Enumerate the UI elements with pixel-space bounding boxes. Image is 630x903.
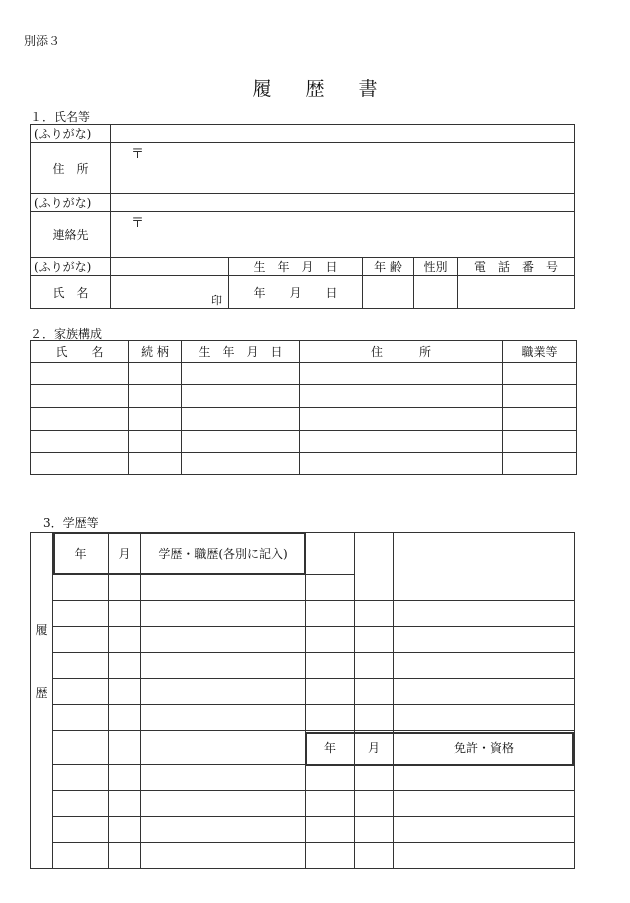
history-cell[interactable] xyxy=(306,679,355,705)
family-col-name: 氏 名 xyxy=(31,341,129,363)
family-cell[interactable] xyxy=(503,453,577,475)
family-cell[interactable] xyxy=(300,385,503,408)
history-cell[interactable] xyxy=(394,601,575,627)
history-cell[interactable] xyxy=(394,679,575,705)
history-cell[interactable] xyxy=(109,765,141,791)
family-cell[interactable] xyxy=(31,385,129,408)
table-row xyxy=(31,363,577,385)
sex-field[interactable] xyxy=(414,276,458,309)
history-col-year: 年 xyxy=(53,533,109,575)
address-furigana-field[interactable] xyxy=(111,125,575,143)
family-cell[interactable] xyxy=(182,408,300,431)
family-cell[interactable] xyxy=(129,408,182,431)
extra-cell[interactable] xyxy=(355,533,394,601)
history-cell[interactable] xyxy=(141,791,306,817)
history-cell[interactable] xyxy=(53,843,109,869)
phone-field[interactable] xyxy=(458,276,575,309)
family-cell[interactable] xyxy=(503,431,577,453)
contact-furigana-label: (ふりがな) xyxy=(31,194,111,212)
history-table xyxy=(30,532,575,869)
history-cell[interactable] xyxy=(394,627,575,653)
history-cell[interactable] xyxy=(53,765,109,791)
license-cell[interactable] xyxy=(394,765,575,791)
license-header-frame xyxy=(305,732,574,766)
license-cell[interactable] xyxy=(355,817,394,843)
table-row xyxy=(31,431,577,453)
family-cell[interactable] xyxy=(31,363,129,385)
license-col-month: 月 xyxy=(355,731,394,765)
family-cell[interactable] xyxy=(182,385,300,408)
history-cell[interactable] xyxy=(306,601,355,627)
history-cell[interactable] xyxy=(141,843,306,869)
history-cell[interactable] xyxy=(109,575,141,601)
extra-cell[interactable] xyxy=(306,533,355,575)
table-row xyxy=(31,408,577,431)
history-cell[interactable] xyxy=(141,765,306,791)
family-cell[interactable] xyxy=(31,431,129,453)
history-cell[interactable] xyxy=(355,679,394,705)
history-cell[interactable] xyxy=(141,575,306,601)
family-cell[interactable] xyxy=(300,363,503,385)
table-row xyxy=(31,843,575,869)
address-field[interactable] xyxy=(111,143,575,194)
birth-date-field[interactable]: 年 月 日 xyxy=(229,276,363,309)
history-cell[interactable] xyxy=(53,679,109,705)
history-cell[interactable] xyxy=(53,731,109,765)
license-cell[interactable] xyxy=(394,791,575,817)
family-cell[interactable] xyxy=(300,408,503,431)
table-row xyxy=(31,705,575,731)
name-label: 氏 名 xyxy=(31,276,111,309)
family-col-occupation: 職業等 xyxy=(503,341,577,363)
history-cell[interactable] xyxy=(109,843,141,869)
family-cell[interactable] xyxy=(31,408,129,431)
license-cell[interactable] xyxy=(306,817,355,843)
family-cell[interactable] xyxy=(182,431,300,453)
table-row xyxy=(31,791,575,817)
license-cell[interactable] xyxy=(394,843,575,869)
family-col-address: 住 所 xyxy=(300,341,503,363)
contact-label: 連絡先 xyxy=(31,212,111,258)
annex-label: 別添３ xyxy=(24,34,61,48)
extra-cell[interactable] xyxy=(394,533,575,601)
history-cell[interactable] xyxy=(53,791,109,817)
history-cell[interactable] xyxy=(141,705,306,731)
table-row xyxy=(31,627,575,653)
section1-heading: １．氏名等 xyxy=(30,110,91,124)
postal-mark: 〒 xyxy=(131,216,145,231)
history-cell[interactable] xyxy=(141,653,306,679)
history-cell[interactable] xyxy=(394,653,575,679)
history-cell[interactable] xyxy=(109,731,141,765)
history-cell[interactable] xyxy=(53,705,109,731)
history-header-frame xyxy=(53,532,306,575)
history-cell[interactable] xyxy=(141,817,306,843)
name-furigana-field[interactable] xyxy=(111,258,229,276)
section2-heading: ２．家族構成 xyxy=(30,327,103,341)
sex-header: 性別 xyxy=(414,258,458,276)
family-cell[interactable] xyxy=(129,363,182,385)
family-cell[interactable] xyxy=(182,453,300,475)
history-side-label-1: 履 xyxy=(35,623,48,637)
name-furigana-label: (ふりがな) xyxy=(31,258,111,276)
history-cell[interactable] xyxy=(109,601,141,627)
family-cell[interactable] xyxy=(129,453,182,475)
table-row xyxy=(31,601,575,627)
contact-field[interactable] xyxy=(111,212,575,258)
family-cell[interactable] xyxy=(503,408,577,431)
license-cell[interactable] xyxy=(355,843,394,869)
history-cell[interactable] xyxy=(109,817,141,843)
history-cell[interactable] xyxy=(306,575,355,601)
history-side-cell xyxy=(31,533,53,869)
license-cell[interactable] xyxy=(355,791,394,817)
license-col-year: 年 xyxy=(306,731,355,765)
history-cell[interactable] xyxy=(141,679,306,705)
family-cell[interactable] xyxy=(129,385,182,408)
family-cell[interactable] xyxy=(300,431,503,453)
history-cell[interactable] xyxy=(141,601,306,627)
family-col-relation: 続 柄 xyxy=(129,341,182,363)
table-row xyxy=(31,765,575,791)
family-cell[interactable] xyxy=(503,385,577,408)
family-cell[interactable] xyxy=(503,363,577,385)
license-cell[interactable] xyxy=(355,765,394,791)
table-row xyxy=(31,453,577,475)
history-cell[interactable] xyxy=(53,627,109,653)
address-furigana-label: (ふりがな) xyxy=(31,125,111,143)
address-label: 住 所 xyxy=(31,143,111,194)
family-table xyxy=(30,340,577,475)
family-col-birth: 生 年 月 日 xyxy=(182,341,300,363)
history-cell[interactable] xyxy=(109,705,141,731)
contact-furigana-field[interactable] xyxy=(111,194,575,212)
birth-header: 生 年 月 日 xyxy=(229,258,363,276)
history-cell[interactable] xyxy=(53,575,109,601)
family-cell[interactable] xyxy=(129,431,182,453)
age-header: 年 齢 xyxy=(363,258,414,276)
license-cell[interactable] xyxy=(306,791,355,817)
seal-mark: 印 xyxy=(211,294,222,307)
history-cell[interactable] xyxy=(53,601,109,627)
history-cell[interactable] xyxy=(109,653,141,679)
history-col-detail: 学歴・職歴(各別に記入) xyxy=(141,533,306,575)
license-cell[interactable] xyxy=(394,817,575,843)
postal-mark: 〒 xyxy=(131,147,145,162)
table-row xyxy=(31,817,575,843)
history-cell[interactable] xyxy=(355,601,394,627)
history-cell[interactable] xyxy=(355,653,394,679)
table-row xyxy=(31,679,575,705)
age-field[interactable] xyxy=(363,276,414,309)
family-cell[interactable] xyxy=(31,453,129,475)
history-cell[interactable] xyxy=(109,791,141,817)
phone-header: 電 話 番 号 xyxy=(458,258,575,276)
history-cell[interactable] xyxy=(306,627,355,653)
history-cell[interactable] xyxy=(53,653,109,679)
family-cell[interactable] xyxy=(300,453,503,475)
history-cell[interactable] xyxy=(109,679,141,705)
history-cell[interactable] xyxy=(141,731,306,765)
name-field[interactable] xyxy=(111,276,229,309)
table-row xyxy=(31,385,577,408)
license-col-detail: 免許・資格 xyxy=(394,731,575,765)
table-row xyxy=(31,653,575,679)
history-cell[interactable] xyxy=(394,705,575,731)
section3-heading: 3．学歴等 xyxy=(43,516,99,530)
family-cell[interactable] xyxy=(182,363,300,385)
history-cell[interactable] xyxy=(141,627,306,653)
history-cell[interactable] xyxy=(306,653,355,679)
history-col-month: 月 xyxy=(109,533,141,575)
history-side-label-2: 歴 xyxy=(35,686,48,700)
history-cell[interactable] xyxy=(355,627,394,653)
personal-info-table xyxy=(30,124,575,309)
license-cell[interactable] xyxy=(306,765,355,791)
license-cell[interactable] xyxy=(306,843,355,869)
history-cell[interactable] xyxy=(306,705,355,731)
page-title: 履歴書 xyxy=(252,78,412,100)
history-cell[interactable] xyxy=(109,627,141,653)
history-cell[interactable] xyxy=(355,705,394,731)
history-cell[interactable] xyxy=(53,817,109,843)
